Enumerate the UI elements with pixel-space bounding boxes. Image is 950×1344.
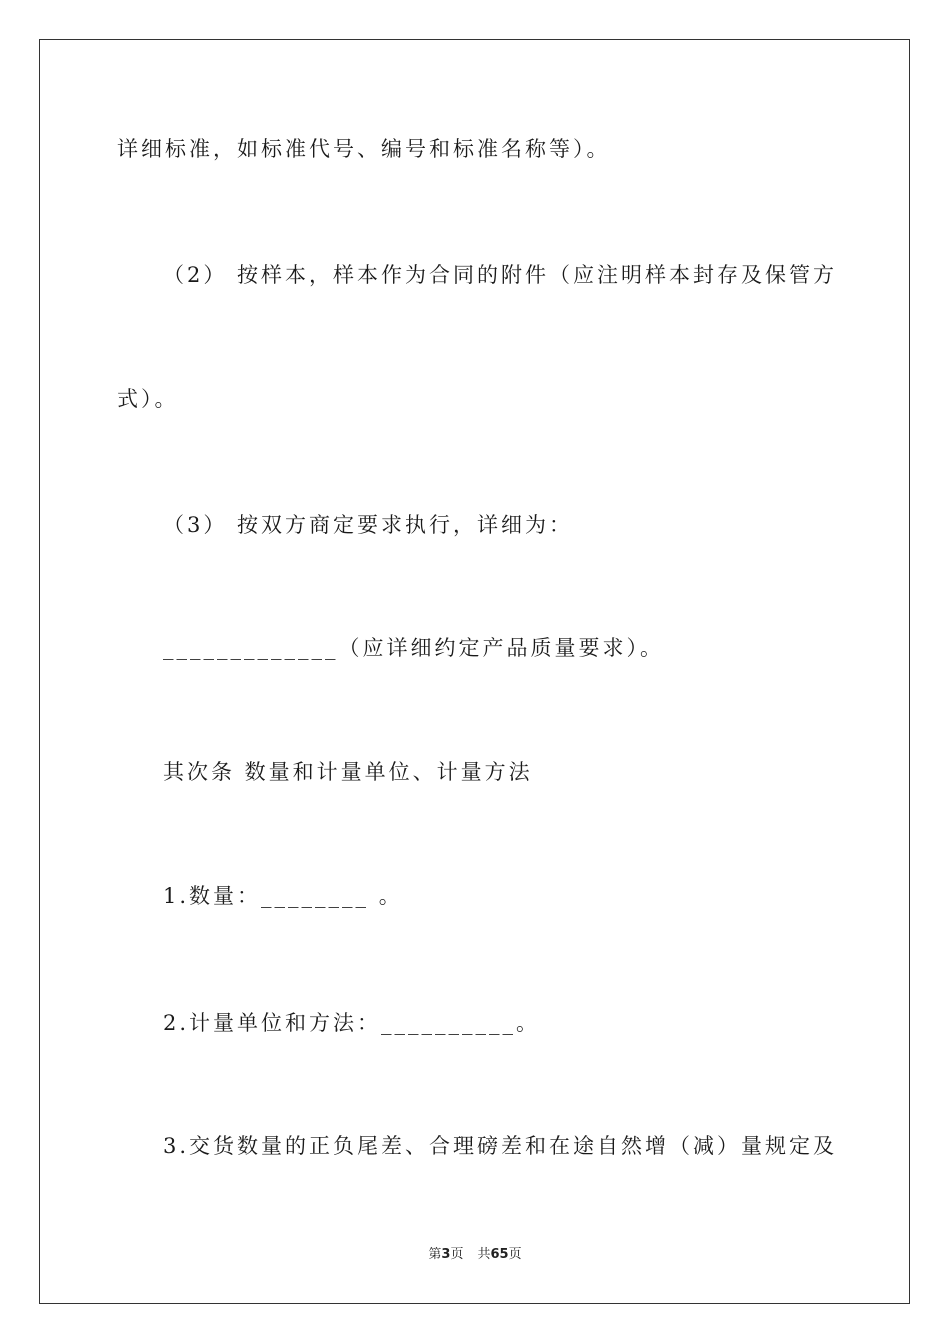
footer-page-unit: 页 [450, 1247, 464, 1262]
total-pages-number: 65 [490, 1247, 509, 1262]
text-line-3: 式）。 [117, 387, 179, 411]
text-line-1: 详细标准，如标准代号、编号和标准名称等）。 [117, 137, 611, 161]
section-heading: 其次条 数量和计量单位、计量方法 [163, 760, 533, 784]
text-line-2: （2） 按样本，样本作为合同的附件（应注明样本封存及保管方 [163, 263, 838, 287]
current-page-number: 3 [441, 1247, 451, 1262]
page-footer [0, 1248, 950, 1261]
text-line-9: 3.交货数量的正负尾差、合理磅差和在途自然增（减）量规定及 [163, 1134, 838, 1158]
footer-total-prefix: 共 [477, 1247, 491, 1262]
text-line-8: 2.计量单位和方法：__________。 [163, 1011, 541, 1035]
text-line-4: （3） 按双方商定要求执行，详细为： [163, 513, 574, 537]
footer-prefix: 第 [428, 1247, 442, 1262]
text-line-5: _____________（应详细约定产品质量要求）。 [163, 636, 664, 660]
text-line-7: 1.数量：________ 。 [163, 884, 403, 908]
footer-total-unit: 页 [508, 1247, 522, 1262]
page-frame [39, 39, 910, 1304]
